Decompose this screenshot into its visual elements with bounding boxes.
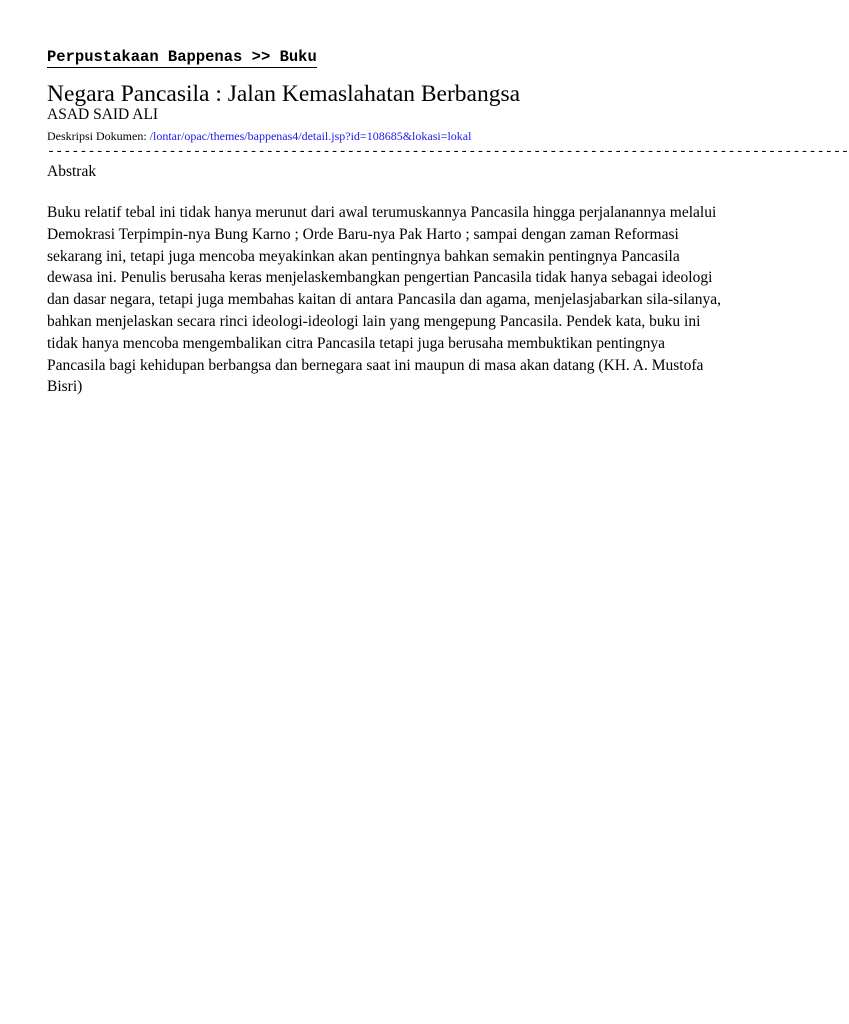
- abstract-line: Bisri): [47, 378, 83, 396]
- description-link[interactable]: /lontar/opac/themes/bappenas4/detail.jsp?id=108685&lokasi=lokal: [149, 129, 472, 143]
- abstract-line: Pancasila bagi kehidupan berbangsa dan bernegara saat ini maupun di masa akan datang (KH. A. Mustofa: [47, 356, 704, 374]
- abstract-line: Buku relatif tebal ini tidak hanya merunut dari awal terumuskannya Pancasila hingga perjalanannya melalui: [47, 204, 717, 221]
- breadcrumb-library-link[interactable]: Perpustakaan Bappenas: [47, 48, 243, 66]
- abstract-line: bahkan menjelaskan secara rinci ideologi-ideologi lain yang mengepung Pancasila. Pendek kata, buku ini: [47, 312, 701, 330]
- abstract-line: tidak hanya mencoba mengembalikan citra Pancasila tetapi juga berusaha membuktikan pentingnya: [47, 334, 666, 352]
- abstract-line: dewasa ini. Penulis berusaha keras menjelaskembangkan pengertian Pancasila tidak hanya sebagai ideologi: [47, 269, 713, 287]
- abstract-line: dan dasar negara, tetapi juga membahas kaitan di antara Pancasila dan agama, menjelasjabarkan sila-silanya,: [47, 291, 721, 309]
- breadcrumb-section-link[interactable]: Buku: [279, 48, 317, 66]
- abstract-heading: Abstrak: [47, 163, 97, 180]
- breadcrumb: [47, 48, 317, 68]
- breadcrumb-separator: >>: [251, 48, 271, 66]
- document-description: [47, 129, 471, 144]
- abstract-line: Demokrasi Terpimpin-nya Bung Karno ; Orde Baru-nya Pak Harto ; sampai dengan zaman Reformasi: [47, 225, 679, 243]
- abstract-line: sekarang ini, tetapi juga mencoba meyakinkan akan pentingnya bahkan semakin pentingnya Pancasila: [47, 247, 680, 265]
- document-author: ASAD SAID ALI: [47, 106, 159, 123]
- document-title: Negara Pancasila : Jalan Kemaslahatan Berbangsa: [47, 81, 521, 107]
- abstract-text: [47, 202, 727, 398]
- description-label: Deskripsi Dokumen:: [47, 129, 147, 143]
- dashed-divider: ---------------------------------------------------------------------------------------------------: [47, 145, 849, 160]
